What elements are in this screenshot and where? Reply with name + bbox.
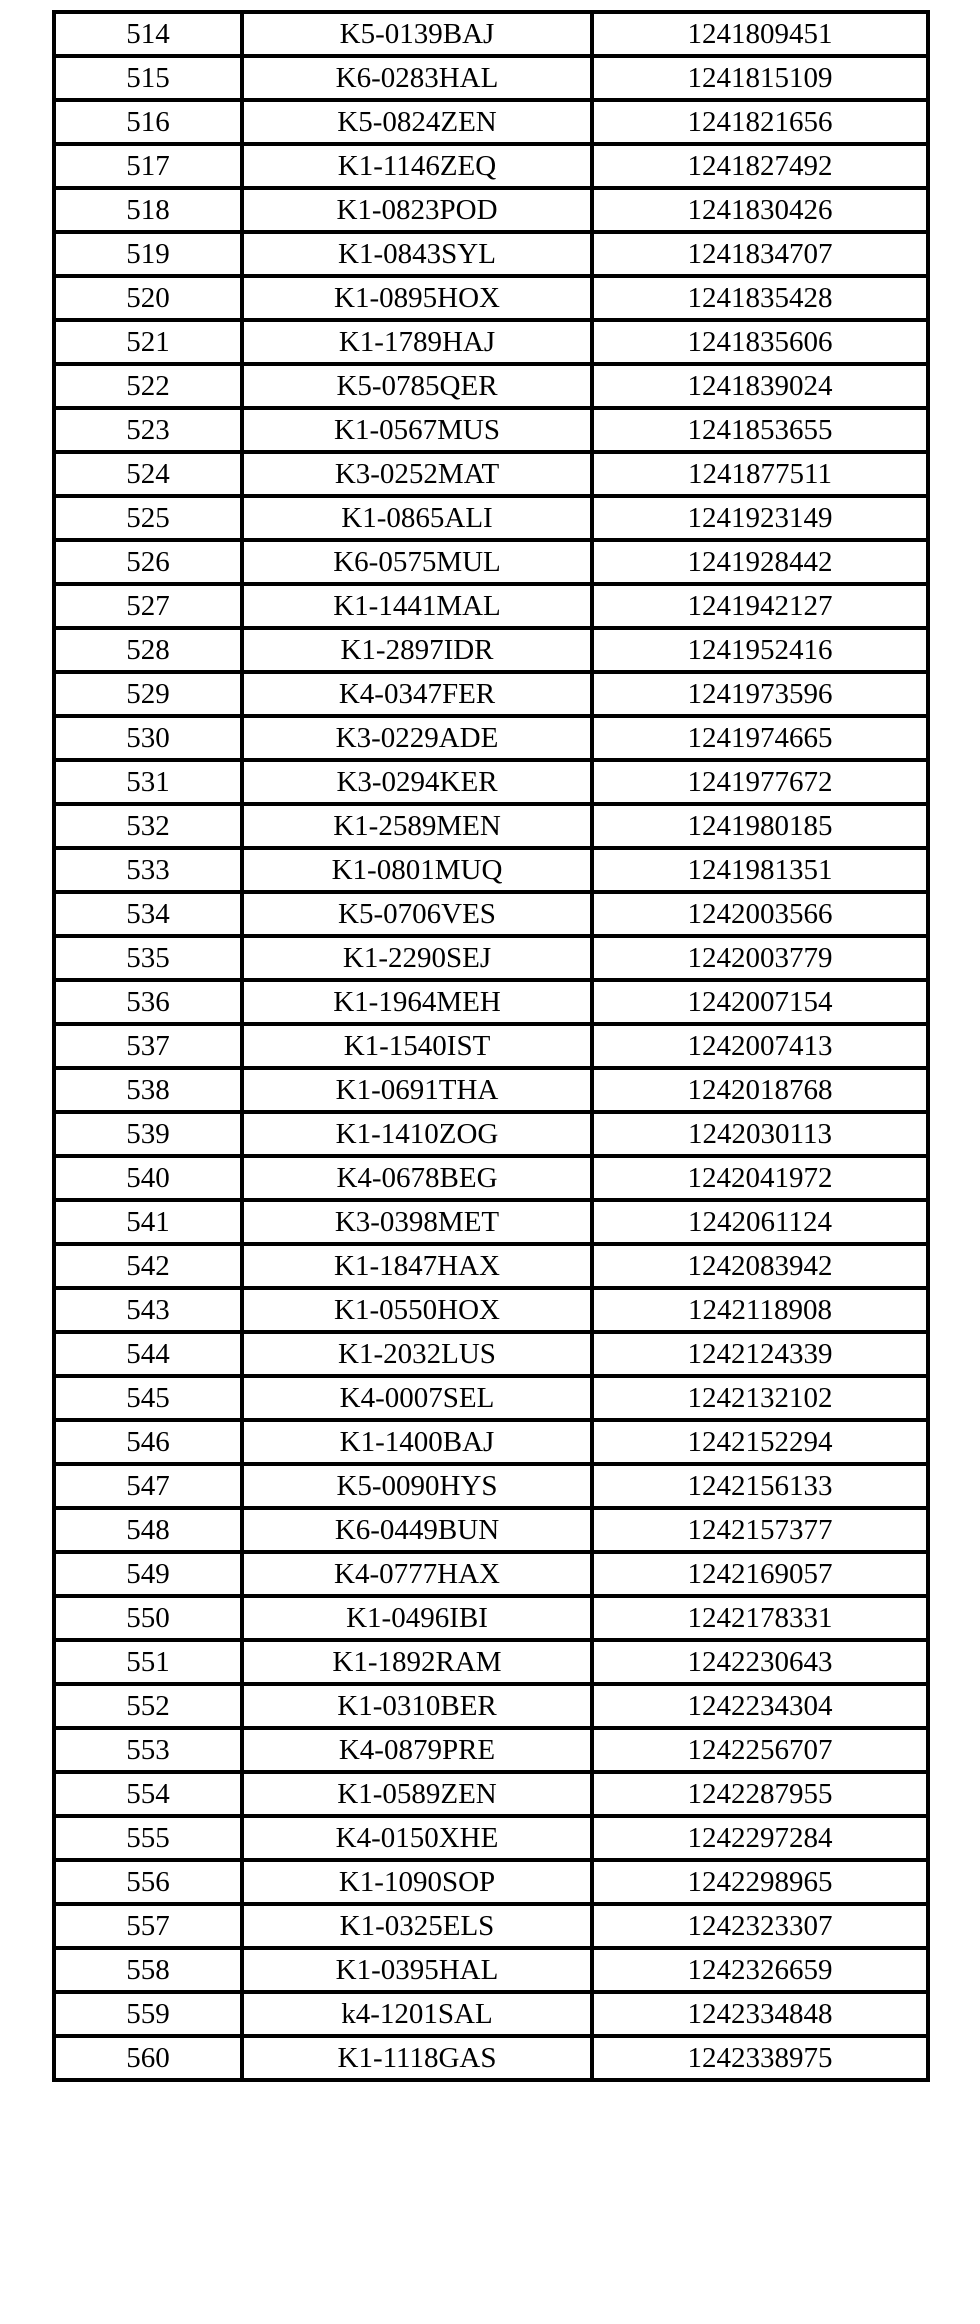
- row-number-cell: 547: [54, 1464, 242, 1508]
- table-row: [54, 1420, 928, 1464]
- code-cell: K1-2290SEJ: [242, 936, 592, 980]
- row-number-cell: 557: [54, 1904, 242, 1948]
- table-row: [54, 936, 928, 980]
- table-row: [54, 1728, 928, 1772]
- table-row: [54, 1640, 928, 1684]
- id-number-cell: 1242178331: [592, 1596, 928, 1640]
- row-number-cell: 533: [54, 848, 242, 892]
- code-cell: K1-0865ALI: [242, 496, 592, 540]
- data-table: [52, 10, 930, 2082]
- table-row: [54, 1332, 928, 1376]
- row-number-cell: 541: [54, 1200, 242, 1244]
- id-number-cell: 1241977672: [592, 760, 928, 804]
- table-row: [54, 1376, 928, 1420]
- code-cell: K1-1118GAS: [242, 2036, 592, 2080]
- row-number-cell: 529: [54, 672, 242, 716]
- id-number-cell: 1241877511: [592, 452, 928, 496]
- id-number-cell: 1242007413: [592, 1024, 928, 1068]
- id-number-cell: 1241923149: [592, 496, 928, 540]
- code-cell: K1-0395HAL: [242, 1948, 592, 1992]
- id-number-cell: 1242169057: [592, 1552, 928, 1596]
- code-cell: K1-0325ELS: [242, 1904, 592, 1948]
- table-row: [54, 1200, 928, 1244]
- id-number-cell: 1242334848: [592, 1992, 928, 2036]
- code-cell: K1-1789HAJ: [242, 320, 592, 364]
- id-number-cell: 1241815109: [592, 56, 928, 100]
- id-number-cell: 1242018768: [592, 1068, 928, 1112]
- table-row: [54, 716, 928, 760]
- row-number-cell: 556: [54, 1860, 242, 1904]
- code-cell: K1-1892RAM: [242, 1640, 592, 1684]
- row-number-cell: 551: [54, 1640, 242, 1684]
- table-row: [54, 1948, 928, 1992]
- table-row: [54, 1244, 928, 1288]
- code-cell: K5-0139BAJ: [242, 12, 592, 56]
- row-number-cell: 524: [54, 452, 242, 496]
- id-number-cell: 1242030113: [592, 1112, 928, 1156]
- table-row: [54, 1684, 928, 1728]
- table-row: [54, 1508, 928, 1552]
- row-number-cell: 531: [54, 760, 242, 804]
- row-number-cell: 538: [54, 1068, 242, 1112]
- row-number-cell: 550: [54, 1596, 242, 1640]
- table-row: [54, 848, 928, 892]
- table-row: [54, 276, 928, 320]
- id-number-cell: 1242041972: [592, 1156, 928, 1200]
- id-number-cell: 1242230643: [592, 1640, 928, 1684]
- row-number-cell: 518: [54, 188, 242, 232]
- row-number-cell: 553: [54, 1728, 242, 1772]
- table-row: [54, 408, 928, 452]
- code-cell: K3-0294KER: [242, 760, 592, 804]
- code-cell: K1-0843SYL: [242, 232, 592, 276]
- id-number-cell: 1242323307: [592, 1904, 928, 1948]
- code-cell: K4-0150XHE: [242, 1816, 592, 1860]
- row-number-cell: 544: [54, 1332, 242, 1376]
- table-row: [54, 1068, 928, 1112]
- id-number-cell: 1242156133: [592, 1464, 928, 1508]
- id-number-cell: 1242007154: [592, 980, 928, 1024]
- id-number-cell: 1241835428: [592, 276, 928, 320]
- table-row: [54, 1024, 928, 1068]
- row-number-cell: 526: [54, 540, 242, 584]
- code-cell: K1-0895HOX: [242, 276, 592, 320]
- code-cell: K3-0398MET: [242, 1200, 592, 1244]
- table-row: [54, 672, 928, 716]
- row-number-cell: 558: [54, 1948, 242, 1992]
- code-cell: K4-0007SEL: [242, 1376, 592, 1420]
- row-number-cell: 548: [54, 1508, 242, 1552]
- row-number-cell: 530: [54, 716, 242, 760]
- table-row: [54, 1156, 928, 1200]
- id-number-cell: 1241830426: [592, 188, 928, 232]
- table-row: [54, 1112, 928, 1156]
- code-cell: K5-0785QER: [242, 364, 592, 408]
- table-row: [54, 188, 928, 232]
- code-cell: K1-0567MUS: [242, 408, 592, 452]
- id-number-cell: 1241974665: [592, 716, 928, 760]
- id-number-cell: 1242326659: [592, 1948, 928, 1992]
- code-cell: K1-1441MAL: [242, 584, 592, 628]
- table-row: [54, 1772, 928, 1816]
- id-number-cell: 1241853655: [592, 408, 928, 452]
- code-cell: K1-0589ZEN: [242, 1772, 592, 1816]
- id-number-cell: 1241827492: [592, 144, 928, 188]
- code-cell: K1-1847HAX: [242, 1244, 592, 1288]
- id-number-cell: 1241839024: [592, 364, 928, 408]
- table-row: [54, 804, 928, 848]
- row-number-cell: 552: [54, 1684, 242, 1728]
- code-cell: K3-0252MAT: [242, 452, 592, 496]
- table-row: [54, 100, 928, 144]
- table-row: [54, 144, 928, 188]
- row-number-cell: 525: [54, 496, 242, 540]
- table-body: [54, 12, 928, 2080]
- code-cell: K4-0879PRE: [242, 1728, 592, 1772]
- row-number-cell: 521: [54, 320, 242, 364]
- id-number-cell: 1242157377: [592, 1508, 928, 1552]
- table-row: [54, 1860, 928, 1904]
- row-number-cell: 520: [54, 276, 242, 320]
- id-number-cell: 1242132102: [592, 1376, 928, 1420]
- code-cell: K5-0824ZEN: [242, 100, 592, 144]
- id-number-cell: 1242338975: [592, 2036, 928, 2080]
- row-number-cell: 516: [54, 100, 242, 144]
- row-number-cell: 545: [54, 1376, 242, 1420]
- row-number-cell: 542: [54, 1244, 242, 1288]
- row-number-cell: 560: [54, 2036, 242, 2080]
- row-number-cell: 514: [54, 12, 242, 56]
- row-number-cell: 515: [54, 56, 242, 100]
- table-row: [54, 320, 928, 364]
- id-number-cell: 1242118908: [592, 1288, 928, 1332]
- code-cell: K1-1146ZEQ: [242, 144, 592, 188]
- table-row: [54, 12, 928, 56]
- row-number-cell: 527: [54, 584, 242, 628]
- table-row: [54, 56, 928, 100]
- table-row: [54, 892, 928, 936]
- table-row: [54, 1288, 928, 1332]
- row-number-cell: 537: [54, 1024, 242, 1068]
- code-cell: K3-0229ADE: [242, 716, 592, 760]
- table-row: [54, 452, 928, 496]
- row-number-cell: 523: [54, 408, 242, 452]
- id-number-cell: 1242124339: [592, 1332, 928, 1376]
- code-cell: K5-0090HYS: [242, 1464, 592, 1508]
- code-cell: k4-1201SAL: [242, 1992, 592, 2036]
- table-row: [54, 980, 928, 1024]
- row-number-cell: 559: [54, 1992, 242, 2036]
- row-number-cell: 555: [54, 1816, 242, 1860]
- table-row: [54, 1464, 928, 1508]
- row-number-cell: 543: [54, 1288, 242, 1332]
- row-number-cell: 549: [54, 1552, 242, 1596]
- code-cell: K1-0310BER: [242, 1684, 592, 1728]
- table-row: [54, 760, 928, 804]
- code-cell: K1-1090SOP: [242, 1860, 592, 1904]
- row-number-cell: 534: [54, 892, 242, 936]
- row-number-cell: 536: [54, 980, 242, 1024]
- code-cell: K1-0801MUQ: [242, 848, 592, 892]
- row-number-cell: 535: [54, 936, 242, 980]
- code-cell: K1-2032LUS: [242, 1332, 592, 1376]
- id-number-cell: 1241980185: [592, 804, 928, 848]
- code-cell: K1-0691THA: [242, 1068, 592, 1112]
- code-cell: K1-2589MEN: [242, 804, 592, 848]
- code-cell: K5-0706VES: [242, 892, 592, 936]
- id-number-cell: 1242003566: [592, 892, 928, 936]
- id-number-cell: 1241809451: [592, 12, 928, 56]
- table-row: [54, 364, 928, 408]
- table-row: [54, 1552, 928, 1596]
- row-number-cell: 532: [54, 804, 242, 848]
- row-number-cell: 519: [54, 232, 242, 276]
- code-cell: K6-0575MUL: [242, 540, 592, 584]
- table-row: [54, 496, 928, 540]
- table-row: [54, 540, 928, 584]
- id-number-cell: 1241821656: [592, 100, 928, 144]
- id-number-cell: 1242297284: [592, 1816, 928, 1860]
- code-cell: K4-0347FER: [242, 672, 592, 716]
- row-number-cell: 540: [54, 1156, 242, 1200]
- table-row: [54, 232, 928, 276]
- row-number-cell: 517: [54, 144, 242, 188]
- table-row: [54, 584, 928, 628]
- id-number-cell: 1241973596: [592, 672, 928, 716]
- table-row: [54, 1904, 928, 1948]
- table-row: [54, 1596, 928, 1640]
- id-number-cell: 1241834707: [592, 232, 928, 276]
- code-cell: K1-1540IST: [242, 1024, 592, 1068]
- id-number-cell: 1242234304: [592, 1684, 928, 1728]
- code-cell: K4-0777HAX: [242, 1552, 592, 1596]
- row-number-cell: 554: [54, 1772, 242, 1816]
- id-number-cell: 1241928442: [592, 540, 928, 584]
- id-number-cell: 1242083942: [592, 1244, 928, 1288]
- row-number-cell: 539: [54, 1112, 242, 1156]
- table-row: [54, 1992, 928, 2036]
- code-cell: K6-0449BUN: [242, 1508, 592, 1552]
- id-number-cell: 1242003779: [592, 936, 928, 980]
- row-number-cell: 546: [54, 1420, 242, 1464]
- row-number-cell: 522: [54, 364, 242, 408]
- id-number-cell: 1242061124: [592, 1200, 928, 1244]
- id-number-cell: 1241835606: [592, 320, 928, 364]
- code-cell: K1-2897IDR: [242, 628, 592, 672]
- id-number-cell: 1241942127: [592, 584, 928, 628]
- code-cell: K1-1400BAJ: [242, 1420, 592, 1464]
- table-row: [54, 1816, 928, 1860]
- table-row: [54, 628, 928, 672]
- code-cell: K1-1964MEH: [242, 980, 592, 1024]
- code-cell: K6-0283HAL: [242, 56, 592, 100]
- code-cell: K4-0678BEG: [242, 1156, 592, 1200]
- id-number-cell: 1242152294: [592, 1420, 928, 1464]
- id-number-cell: 1241952416: [592, 628, 928, 672]
- id-number-cell: 1242256707: [592, 1728, 928, 1772]
- code-cell: K1-0496IBI: [242, 1596, 592, 1640]
- row-number-cell: 528: [54, 628, 242, 672]
- id-number-cell: 1241981351: [592, 848, 928, 892]
- id-number-cell: 1242298965: [592, 1860, 928, 1904]
- code-cell: K1-0823POD: [242, 188, 592, 232]
- code-cell: K1-1410ZOG: [242, 1112, 592, 1156]
- id-number-cell: 1242287955: [592, 1772, 928, 1816]
- code-cell: K1-0550HOX: [242, 1288, 592, 1332]
- table-row: [54, 2036, 928, 2080]
